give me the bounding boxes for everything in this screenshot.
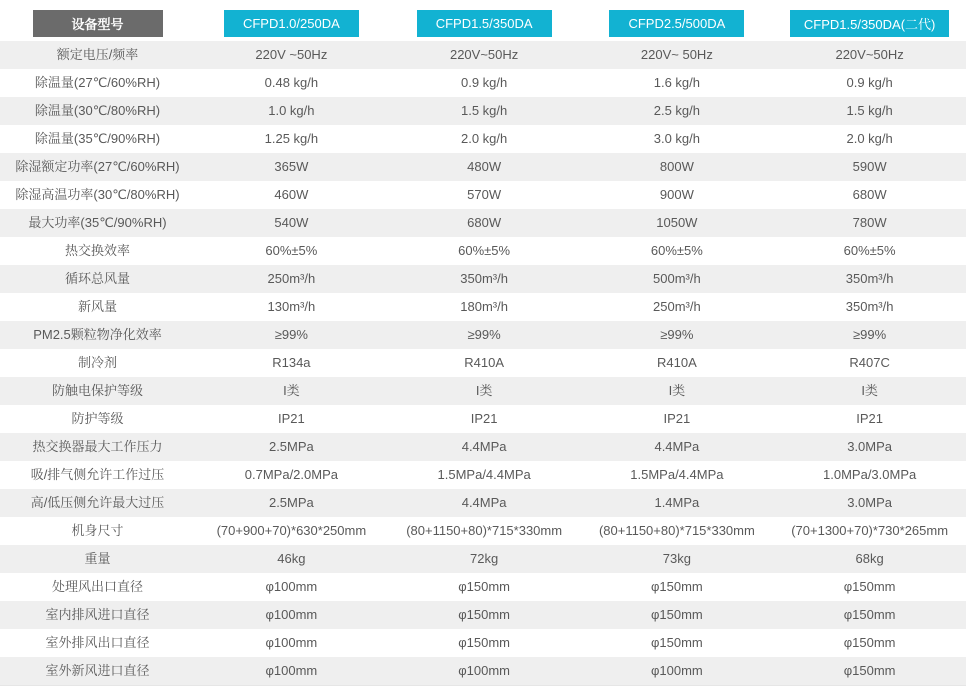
- row-value: 2.0 kg/h: [460, 131, 508, 146]
- row-value: 780W: [852, 215, 887, 230]
- row-value: φ150mm: [458, 635, 511, 650]
- row-label: 新风量: [77, 299, 117, 314]
- table-row: [0, 237, 966, 265]
- row-value: 590W: [852, 159, 887, 174]
- row-value: 3.0MPa: [847, 495, 893, 510]
- row-value: 0.9 kg/h: [846, 75, 893, 90]
- row-value: φ150mm: [843, 607, 896, 622]
- row-label: 循环总风量: [64, 271, 130, 286]
- row-value: I类: [861, 383, 878, 398]
- table-row: [0, 293, 966, 321]
- row-label: 高/低压侧允许最大过压: [30, 495, 165, 510]
- table-row: [0, 209, 966, 237]
- row-value: 1.4MPa: [654, 495, 700, 510]
- row-value: 2.5MPa: [268, 495, 314, 510]
- table-row: [0, 97, 966, 125]
- row-value: 4.4MPa: [461, 495, 507, 510]
- row-value: 60%±5%: [265, 243, 318, 258]
- corner-header-cell: [0, 0, 195, 41]
- row-value: ≥99%: [274, 327, 308, 342]
- row-value: 0.7MPa/2.0MPa: [244, 467, 338, 482]
- row-value: 3.0MPa: [847, 439, 893, 454]
- row-value: φ100mm: [265, 635, 318, 650]
- row-value: 60%±5%: [843, 243, 896, 258]
- row-value: (80+1150+80)*715*330mm: [406, 523, 563, 538]
- row-value: 480W: [467, 159, 502, 174]
- row-value: IP21: [856, 411, 883, 426]
- table-row: [0, 181, 966, 209]
- row-value: 2.5 kg/h: [653, 103, 700, 118]
- row-value: 680W: [852, 187, 887, 202]
- table-row: [0, 153, 966, 181]
- row-value: 130m³/h: [267, 299, 316, 314]
- row-value: 570W: [467, 187, 502, 202]
- row-value: 350m³/h: [845, 299, 894, 314]
- row-label: 吸/排气侧允许工作过压: [30, 467, 165, 482]
- row-value: φ100mm: [265, 579, 318, 594]
- row-value: φ100mm: [458, 663, 511, 678]
- row-value: 180m³/h: [460, 299, 508, 314]
- row-value: 1.25 kg/h: [264, 131, 319, 146]
- row-value: φ150mm: [458, 607, 511, 622]
- row-label: 热交换器最大工作压力: [32, 439, 163, 454]
- row-value: 72kg: [470, 551, 499, 566]
- row-value: 250m³/h: [653, 299, 701, 314]
- table-row: [0, 349, 966, 377]
- row-value: 1.5MPa/4.4MPa: [437, 467, 531, 482]
- row-value: 1.5 kg/h: [846, 103, 893, 118]
- table-header-row: [0, 0, 966, 41]
- row-label: 最大功率(35℃/90%RH): [28, 215, 167, 230]
- row-value: 680W: [467, 215, 502, 230]
- row-label: 热交换效率: [64, 243, 130, 258]
- row-value: 800W: [659, 159, 694, 174]
- row-value: R410A: [657, 355, 697, 370]
- table-row: [0, 629, 966, 657]
- row-value: φ150mm: [650, 607, 703, 622]
- row-value: φ150mm: [843, 579, 896, 594]
- row-value: 4.4MPa: [461, 439, 507, 454]
- row-value: 460W: [274, 187, 309, 202]
- row-value: 68kg: [855, 551, 884, 566]
- row-label: 制冷剂: [77, 355, 117, 370]
- table-row: [0, 41, 966, 69]
- row-value: φ100mm: [265, 663, 318, 678]
- row-value: I类: [668, 383, 686, 398]
- table-row: [0, 461, 966, 489]
- row-value: 4.4MPa: [654, 439, 700, 454]
- row-value: 1.5 kg/h: [460, 103, 508, 118]
- table-row: [0, 601, 966, 629]
- table-row: [0, 377, 966, 405]
- model-header-cell: [581, 0, 774, 41]
- table-row: [0, 545, 966, 573]
- row-value: 0.9 kg/h: [460, 75, 508, 90]
- row-value: 220V~50Hz: [449, 47, 519, 62]
- row-label: 防护等级: [71, 411, 124, 426]
- model-header-cell: [773, 0, 966, 41]
- row-label: 除湿高温功率(30℃/80%RH): [15, 187, 180, 202]
- row-value: φ150mm: [650, 635, 703, 650]
- row-value: 220V ~50Hz: [255, 47, 328, 62]
- table-row: [0, 433, 966, 461]
- model-header-4: CFPD1.5/350DA(二代): [790, 10, 949, 37]
- row-value: IP21: [278, 411, 305, 426]
- row-value: 0.48 kg/h: [264, 75, 319, 90]
- row-label: 除温量(35℃/90%RH): [34, 131, 161, 146]
- row-value: 1.5MPa/4.4MPa: [630, 467, 724, 482]
- row-value: 46kg: [277, 551, 306, 566]
- row-label: 重量: [84, 551, 111, 566]
- row-value: φ150mm: [843, 635, 896, 650]
- row-value: 1.6 kg/h: [653, 75, 700, 90]
- row-value: 350m³/h: [845, 271, 894, 286]
- row-value: 220V~50Hz: [835, 47, 904, 62]
- row-label: 除温量(27℃/60%RH): [34, 75, 161, 90]
- table-row: [0, 265, 966, 293]
- row-label: 除湿额定功率(27℃/60%RH): [15, 159, 180, 174]
- row-value: φ100mm: [265, 607, 318, 622]
- row-value: 60%±5%: [650, 243, 703, 258]
- row-value: φ150mm: [843, 663, 896, 678]
- row-label: 机身尺寸: [71, 523, 124, 538]
- model-header-1: CFPD1.0/250DA: [224, 10, 359, 37]
- row-value: φ150mm: [458, 579, 511, 594]
- row-value: R407C: [849, 355, 890, 370]
- table-row: [0, 125, 966, 153]
- row-value: ≥99%: [853, 327, 887, 342]
- row-value: 60%±5%: [458, 243, 511, 258]
- row-value: I类: [283, 383, 300, 398]
- row-value: 365W: [274, 159, 309, 174]
- row-value: 2.5MPa: [268, 439, 314, 454]
- row-value: IP21: [663, 411, 691, 426]
- table-row: [0, 321, 966, 349]
- table-row: [0, 573, 966, 601]
- row-label: 室内排风进口直径: [45, 607, 150, 622]
- row-label: 室外排风出口直径: [45, 635, 150, 650]
- row-value: (80+1150+80)*715*330mm: [598, 523, 755, 538]
- row-value: 540W: [274, 215, 309, 230]
- row-value: 500m³/h: [653, 271, 701, 286]
- table-row: [0, 489, 966, 517]
- row-label: 处理风出口直径: [51, 579, 143, 594]
- row-value: φ150mm: [650, 579, 703, 594]
- model-header-2: CFPD1.5/350DA: [417, 10, 552, 37]
- row-value: R410A: [464, 355, 504, 370]
- row-value: (70+900+70)*630*250mm: [216, 523, 367, 538]
- row-label: 室外新风进口直径: [45, 663, 150, 678]
- row-value: 3.0 kg/h: [653, 131, 700, 146]
- table-row: [0, 657, 966, 685]
- row-value: (70+1300+70)*730*265mm: [791, 523, 949, 538]
- row-value: ≥99%: [467, 327, 501, 342]
- row-value: 2.0 kg/h: [846, 131, 893, 146]
- row-label: 除温量(30℃/80%RH): [34, 103, 161, 118]
- row-value: 73kg: [662, 551, 691, 566]
- model-header-3: CFPD2.5/500DA: [609, 10, 744, 37]
- row-value: φ100mm: [650, 663, 703, 678]
- row-value: R134a: [272, 355, 311, 370]
- row-value: ≥99%: [660, 327, 694, 342]
- row-value: 1050W: [656, 215, 698, 230]
- row-value: 220V~ 50Hz: [640, 47, 713, 62]
- row-value: 350m³/h: [460, 271, 508, 286]
- row-value: 900W: [659, 187, 694, 202]
- table-body: [0, 41, 966, 685]
- table-row: [0, 405, 966, 433]
- model-header-cell: [388, 0, 581, 41]
- corner-header-label: 设备型号: [33, 10, 163, 37]
- table-row: [0, 517, 966, 545]
- row-value: I类: [475, 383, 493, 398]
- model-header-cell: [195, 0, 388, 41]
- row-value: 250m³/h: [267, 271, 316, 286]
- table-row: [0, 69, 966, 97]
- row-label: PM2.5颗粒物净化效率: [33, 327, 162, 342]
- row-value: IP21: [470, 411, 498, 426]
- row-value: 1.0 kg/h: [268, 103, 315, 118]
- row-label: 额定电压/频率: [56, 47, 139, 62]
- row-value: 1.0MPa/3.0MPa: [823, 467, 917, 482]
- row-label: 防触电保护等级: [51, 383, 143, 398]
